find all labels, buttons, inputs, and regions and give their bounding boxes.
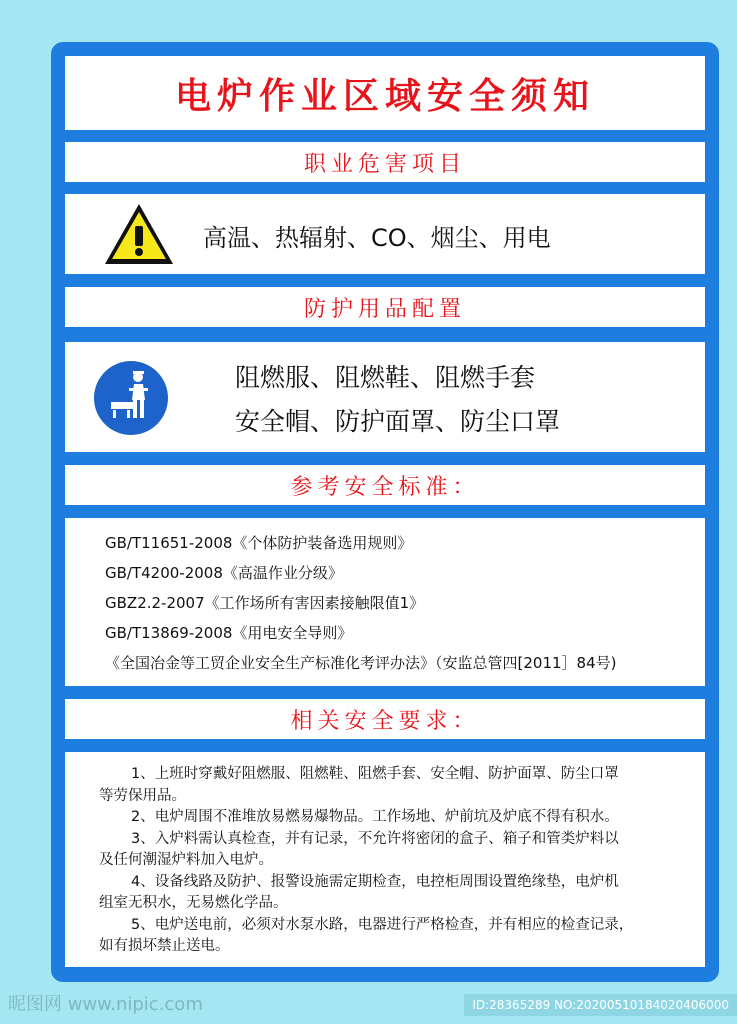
ppe-line-2: 安全帽、防护面罩、防尘口罩: [235, 407, 561, 436]
requirement-line: 组室无积水，无易燃化学品。: [99, 895, 288, 911]
safety-board: [51, 42, 719, 982]
hazards-heading-panel: [65, 142, 705, 182]
requirement-line: 3、入炉料需认真检查，并有记录，不允许将密闭的盒子、箱子和管类炉料以: [131, 830, 619, 847]
ppe-line-1: 阻燃服、阻燃鞋、阻燃手套: [235, 363, 536, 392]
requirement-line: 等劳保用品。: [99, 787, 186, 804]
hazards-text: 高温、热辐射、CO、烟尘、用电: [203, 224, 551, 252]
protective-clothing-mandatory-icon: [93, 360, 169, 436]
ppe-panel: [65, 342, 705, 452]
standards-heading: 参考安全标准：: [290, 474, 480, 500]
standard-item: GB/T13869-2008《用电安全导则》: [105, 624, 353, 642]
requirement-line: 及任何潮湿炉料加入电炉。: [99, 852, 273, 868]
requirement-line: 2、电炉周围不准堆放易燃易爆物品。工作场地、炉前坑及炉底不得有积水。: [131, 809, 619, 825]
watermark-id: ID:28365289 NO:20200510184020406000: [464, 994, 737, 1016]
standards-heading-panel: [65, 465, 705, 505]
standard-item: GBZ2.2-2007《工作场所有害因素接触限值1》: [105, 594, 425, 612]
title-panel: [65, 56, 705, 130]
requirement-line: 如有损坏禁止送电。: [99, 938, 230, 954]
hazards-panel: [65, 194, 705, 274]
standards-panel: [65, 518, 705, 686]
standard-item: 《全国冶金等工贸企业安全生产标准化考评办法》（安监总管四[2011］84号): [105, 654, 617, 672]
requirements-heading: 相关安全要求：: [290, 708, 480, 734]
requirement-line: 4、设备线路及防护、报警设施需定期检查，电控柜周围设置绝缘垫，电炉机: [131, 873, 619, 890]
standard-item: GB/T11651-2008《个体防护装备选用规则》: [105, 534, 413, 552]
watermark-site: 昵图网 www.nipic.com: [8, 994, 203, 1015]
ppe-heading: 防护用品配置: [303, 296, 466, 322]
requirement-line: 5、电炉送电前，必须对水泵水路，电器进行严格检查，并有相应的检查记录，: [131, 916, 634, 933]
ppe-heading-panel: [65, 287, 705, 327]
requirements-panel: [65, 752, 705, 967]
requirements-heading-panel: [65, 699, 705, 739]
hazards-heading: 职业危害项目: [303, 151, 466, 177]
standard-item: GB/T4200-2008《高温作业分级》: [105, 564, 343, 582]
page-title: 电炉作业区域安全须知: [174, 75, 595, 117]
warning-triangle-icon: [103, 202, 175, 266]
requirement-line: 1、上班时穿戴好阻燃服、阻燃鞋、阻燃手套、安全帽、防护面罩、防尘口罩: [131, 766, 619, 782]
requirements-list: [99, 764, 689, 958]
